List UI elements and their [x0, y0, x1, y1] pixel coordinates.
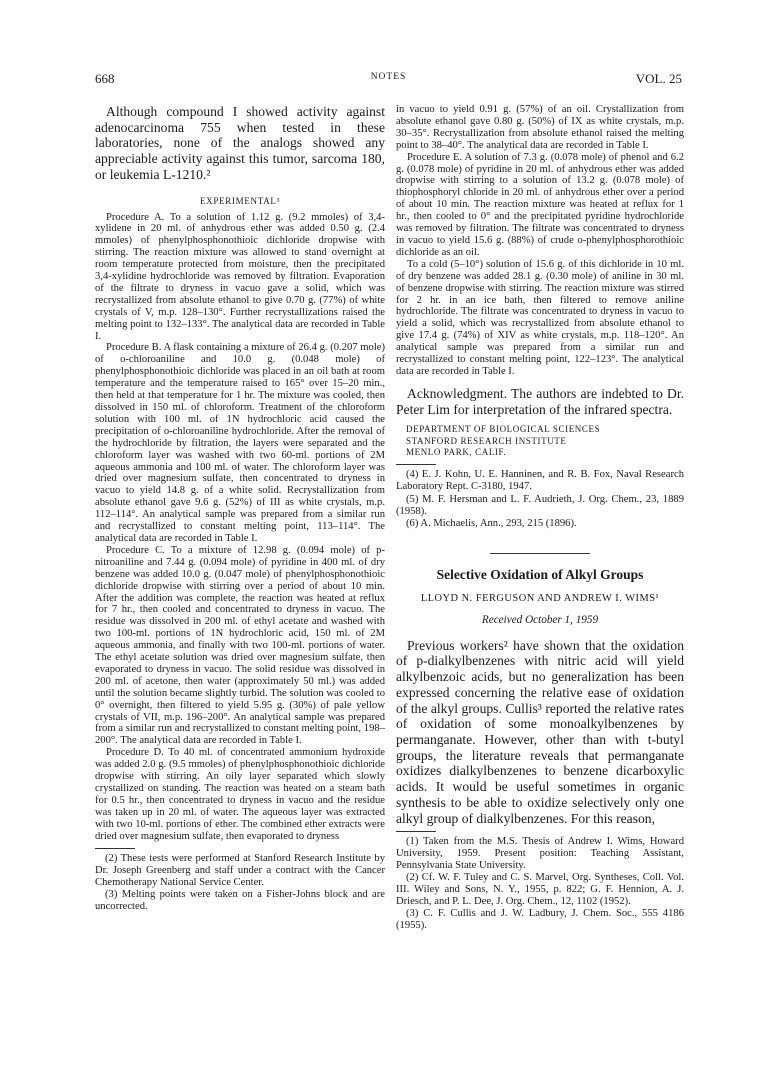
reference-5: (5) M. F. Hersman and L. F. Audrieth, J. Org. Chem., 23, 1889 (1958).: [396, 493, 684, 517]
article-footnote-2: (2) Cf. W. F. Tuley and C. S. Marvel, Org. Syntheses, Coll. Vol. III. Wiley and Sons, N. Y., 1955, p. 822; G. F. Hennion, A. J. Driesch, and P. L. Dee, J. Org. Chem., 12, 1102 (1952).: [396, 872, 684, 908]
procedure-d: Procedure D. To 40 ml. of concentrated ammonium hydroxide was added 2.0 g. (9.5 mmoles) of phenylphosphonothioic dichloride dropwise with stirring. An oily layer separated which slowly crystallized on standing. The reaction was heated on a steam bath for 0.5 hr., then concentrated to dryness in vacuo and the residue was taken up in 20 ml. of water. The aqueous layer was extracted with two 10-ml. portions of ether. The combined ether extracts were dried over magnesium sulfate, then evaporated to dryness: [95, 747, 385, 842]
article-title: Selective Oxidation of Alkyl Groups: [436, 566, 644, 582]
affiliation-block: [396, 424, 684, 459]
article-footnote-3: (3) C. F. Cullis and J. W. Ladbury, J. Chem. Soc., 555 4186 (1955).: [396, 908, 684, 932]
procedure-a: Procedure A. To a solution of 1.12 g. (9.2 mmoles) of 3,4-xylidene in 20 ml. of anhydrous ether was added 0.50 g. (2.4 mmoles) of phenylphosphonothioic dichloride dropwise with stirring. The reaction mixture was allowed to stand overnight at room temperature protected from moisture, then the precipitated 3,4-xylidine hydrochloride was removed by filtration. Evaporation of the filtrate to dryness in vacuo gave a solid, which was recrystallized from absolute ethanol to give 0.70 g. (77%) of white crystals of V, m.p. 128–130°. Further recrystallizations raised the melting point to 132–133°. The analytical data are recorded in Table I.: [95, 211, 385, 342]
article-divider: [490, 553, 590, 554]
right-column: [396, 104, 684, 932]
article-authors: LLOYD N. FERGUSON AND ANDREW I. WIMS¹: [420, 592, 660, 604]
procedure-e-continued: To a cold (5–10°) solution of 15.6 g. of this dichloride in 10 ml. of dry benzene was added 28.1 g. (0.30 mole) of aniline in 30 ml. of benzene dropwise with stirring. The reaction mixture was stirred for 2 hr. in an ice bath, then filtered to remove aniline hydrochloride. The filtrate was concentrated to dryness in vacuo to yield a solid, which was recrystallized from absolute ethanol to give 17.4 g. (74%) of XIV as white crystals, m.p. 118–120°. An analytical sample was prepared from a similar run and recrystallized to constant melting point, 122–123°. The analytical data are recorded in Table I.: [396, 258, 684, 377]
volume-label: VOL. 25: [635, 71, 682, 86]
article-footnote-1: (1) Taken from the M.S. Thesis of Andrew I. Wims, Howard University, 1959. Present position: Teaching Assistant, Pennsylvania State University.: [396, 836, 684, 872]
page-number: 668: [95, 71, 115, 86]
references-divider: [396, 464, 436, 465]
acknowledgment: Acknowledgment. The authors are indebted to Dr. Peter Lim for interpretation of the infrared spectra.: [396, 385, 684, 417]
affiliation-institute: STANFORD RESEARCH INSTITUTE: [406, 435, 567, 446]
affiliation-city: MENLO PARK, CALIF.: [406, 447, 507, 458]
reference-6: (6) A. Michaelis, Ann., 293, 215 (1896).: [406, 518, 577, 530]
article-footnote-divider: [396, 831, 436, 832]
procedure-d-continued: in vacuo to yield 0.91 g. (57%) of an oil. Crystallization from absolute ethanol gave 0.80 g. (50%) of IX as white crystals, m.p. 30–35°. Recrystallization from absolute ethanol raised the melting point to 38–40°. The analytical data are recorded in Table I.: [396, 104, 684, 151]
intro-paragraph: Although compound I showed activity against adenocarcinoma 755 when tested in these laboratories, none of the analogs showed any appreciable activity against this tumor, sarcoma 180, or leukemia L-1210.²: [95, 104, 385, 182]
footnote-2: (2) These tests were performed at Stanford Research Institute by Dr. Joseph Greenberg and staff under a contract with the Cancer Chemotherapy National Service Center.: [95, 852, 385, 888]
footnote-divider: [95, 848, 135, 849]
left-column: [95, 104, 385, 913]
experimental-heading: EXPERIMENTAL³: [199, 195, 281, 206]
reference-4: (4) E. J. Kohn, U. E. Hanninen, and R. B. Fox, Naval Research Laboratory Rept. C-3180, 1947.: [396, 468, 684, 493]
running-title: NOTES: [370, 72, 407, 82]
procedure-b: Procedure B. A flask containing a mixture of 26.4 g. (0.207 mole) of o-chloroaniline and 10.0 g. (0.048 mole) of phenylphosphonothioic dichloride was placed in an oil bath at room temperature and the temperature raised to 165° over 15–20 min., then held at that temperature for 1 hr. The mixture was cooled, then dissolved in 150 ml. of chloroform. Treatment of the chloroform solution with 100 ml. of 1N hydrochloric acid caused the precipitation of o-chloroaniline hydrochloride. After the removal of the hydrochloride by filtration, the layers were separated and the chloroform layer was washed with two 60-ml. portions of 2M aqueous ammonia and 100 ml. of water. The chloroform layer was dried over magnesium sulfate, then concentrated to dryness in vacuo to yield 14.8 g. of a white solid. Recrystallization from absolute ethanol gave 9.6 g. (52%) of III as white crystals, m.p. 112–114°. An analytical sample was prepared from a similar run and recrystallized to constant melting point, 113–114°. The analytical data are recorded in Table I.: [95, 342, 385, 544]
article-body: Previous workers² have shown that the oxidation of p-dialkylbenzenes with nitric acid will yield alkylbenzoic acids, but no generalization has been expressed concerning the relative ease of oxidation of the alkyl groups. Cullis³ reported the relative rates of oxidation of some monoalkylbenzenes by permanganate. However, other than with t-butyl groups, the literature reveals that permanganate oxidizes dialkylbenzenes to benzene dicarboxylic acids. It would be useful sometimes in organic synthesis to be able to oxidize selectively only one alkyl group of dialkylbenzenes. For this reason,: [396, 637, 684, 826]
procedure-c: Procedure C. To a mixture of 12.98 g. (0.094 mole) of p-nitroaniline and 7.44 g. (0.094 mole) of pyridine in 400 ml. of dry benzene was added 10.0 g. (0.047 mole) of phenylphosphonothioic dichloride dropwise with stirring over a period of about 10 min. After the addition was complete, the reaction was heated at reflux for 7 hr., then cooled and concentrated to dryness in vacuo. The residue was dissolved in 200 ml. of ethyl acetate and washed with two 100-ml. portions of 1N hydrochloric acid, 150 ml. of 2M aqueous ammonia, and finally with two 100-ml. portions of water. The ethyl acetate solution was dried over magnesium sulfate, then evaporated to dryness in vacuo. The solid residue was dissolved in 200 ml. of acetone, then water (approximately 50 ml.) was added until the solution became slightly turbid. The solution was cooled to 0° overnight, then filtered to yield 5.95 g. (30%) of pale yellow crystals of VII, m.p. 196–200°. An analytical sample was prepared from a similar run and recrystallized to constant melting point, 198–200°. The analytical data are recorded in Table I.: [95, 544, 385, 747]
received-date: Received October 1, 1959: [481, 613, 599, 626]
procedure-e: Procedure E. A solution of 7.3 g. (0.078 mole) of phenol and 6.2 g. (0.078 mole) of pyridine in 20 ml. of anhydrous ether was added dropwise with stirring to a solution of 13.2 g. (0.078 mole) of thiophosphoryl chloride in 20 ml. of anhydrous ether over a period of about 10 min. The reaction mixture was heated at reflux for 1 hr., then cooled to 0° and the precipitated pyridine hydrochloride was removed by filtration. The filtrate was concentrated to dryness in vacuo to yield 15.6 g. (88%) of crude o-phenylphosphorothioic dichloride as an oil.: [396, 151, 684, 258]
affiliation-department: DEPARTMENT OF BIOLOGICAL SCIENCES: [406, 424, 601, 435]
footnote-3: (3) Melting points were taken on a Fisher-Johns block and are uncorrected.: [95, 888, 385, 912]
